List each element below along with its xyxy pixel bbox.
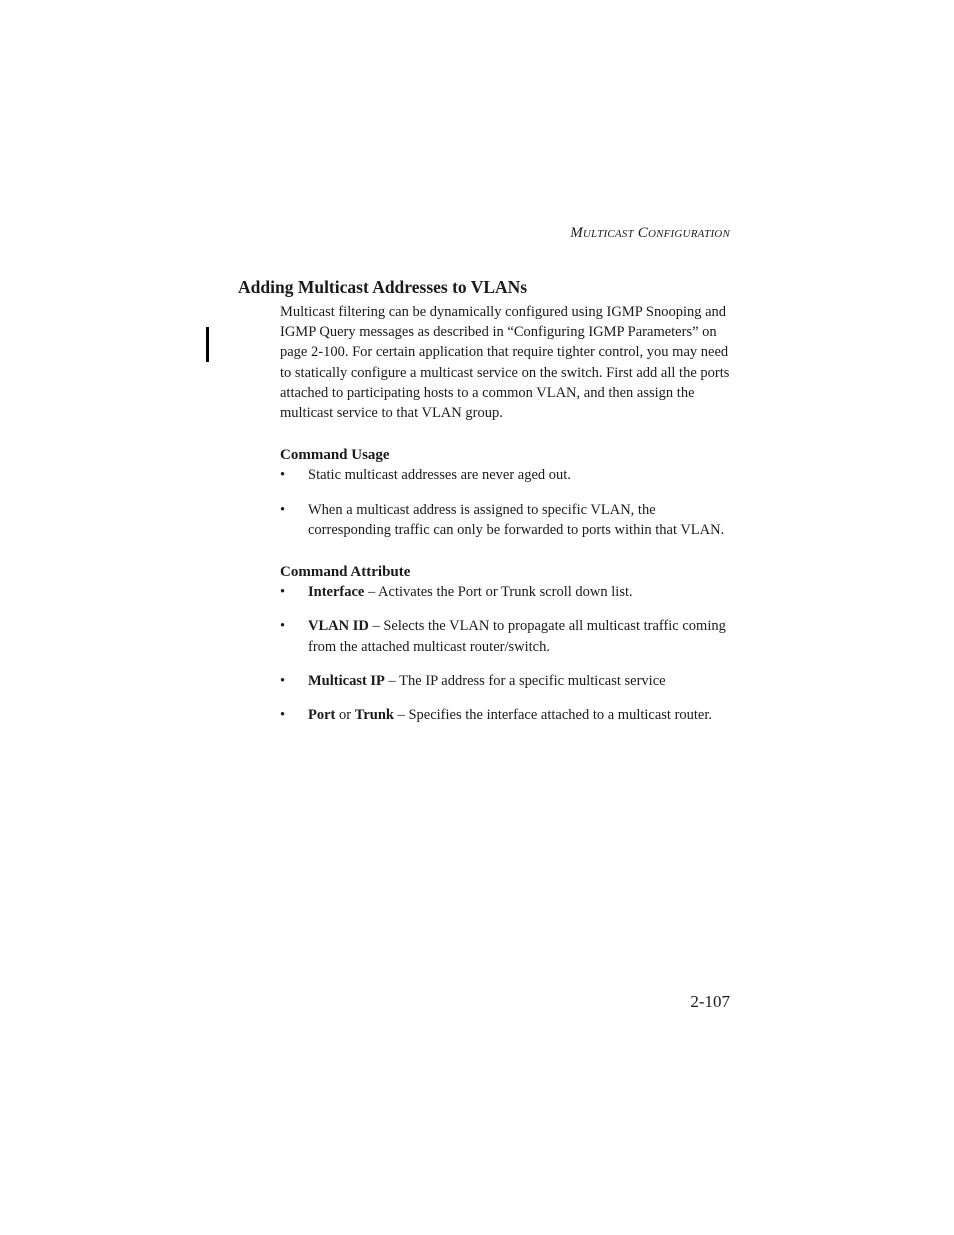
bullet-icon: •: [280, 501, 286, 518]
bullet-icon: •: [280, 584, 286, 601]
bullet-icon: •: [280, 467, 286, 484]
attribute-connector: or: [335, 707, 355, 724]
attribute-description: – Specifies the interface attached to a multicast router.: [393, 707, 713, 724]
page-number: 2-107: [690, 992, 730, 1011]
section-title: Adding Multicast Addresses to VLANs: [238, 277, 528, 297]
change-bar: [206, 327, 209, 362]
list-item: [280, 465, 732, 485]
list-item: [280, 671, 732, 691]
list-item-text: Static multicast addresses are never aged out.: [308, 467, 571, 484]
attribute-term: Interface: [308, 584, 365, 601]
bullet-icon: •: [280, 618, 286, 635]
attribute-term: VLAN ID: [308, 618, 369, 635]
list-item: [280, 705, 732, 725]
attribute-description: – Activates the Port or Trunk scroll down list.: [364, 584, 633, 601]
attribute-description: – Selects the VLAN to propagate all multicast traffic coming from the attached multicast router/switch.: [308, 618, 726, 655]
running-header: Multicast Configuration: [570, 225, 730, 241]
list-item: [280, 500, 732, 540]
attribute-description: – The IP address for a specific multicast service: [384, 672, 666, 689]
bullet-icon: •: [280, 672, 286, 689]
list-item: [280, 582, 732, 602]
attribute-term-secondary: Trunk: [354, 707, 394, 724]
list-item: [280, 616, 732, 656]
bullet-icon: •: [280, 707, 286, 724]
command-usage-list: [280, 465, 732, 540]
intro-paragraph: Multicast filtering can be dynamically configured using IGMP Snooping and IGMP Query messages as described in “Configuring IGMP Parameters” on page 2-100. For certain application that require tighter control, you may need to statically configure a multicast service on the switch. First add all the ports attached to participating hosts to a common VLAN, and then assign the multicast service to that VLAN group.: [280, 304, 730, 422]
list-item-text: When a multicast address is assigned to specific VLAN, the corresponding traffic can only be forwarded to ports within that VLAN.: [308, 501, 725, 538]
section-body: [280, 302, 732, 725]
command-usage-heading: Command Usage: [280, 447, 390, 464]
attribute-term: Port: [308, 707, 336, 724]
command-attribute-heading: Command Attribute: [280, 564, 411, 581]
attribute-term: Multicast IP: [308, 672, 385, 689]
command-attribute-list: [280, 582, 732, 725]
